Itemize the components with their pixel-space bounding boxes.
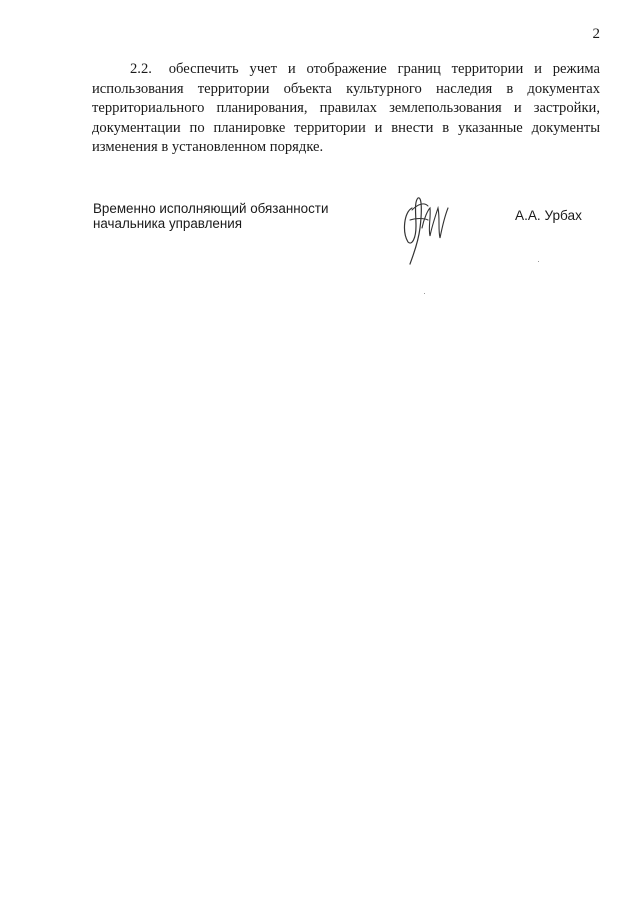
- handwritten-signature: [398, 188, 454, 266]
- clause-number: 2.2.: [130, 61, 152, 77]
- signatory-position: [93, 201, 328, 231]
- position-line-2: начальника управления: [93, 216, 242, 231]
- scan-speck: [424, 293, 425, 294]
- clause-text: обеспечить учет и отображение границ территории и режима использования территории объекта культурного наследия в документах территориального планирования, правилах землепользования и застройки, документации по планировке территории и внести в указанные документы изменения в установленном порядке.: [92, 61, 601, 155]
- page-number: 2: [592, 26, 600, 42]
- position-line-1: Временно исполняющий обязанности: [93, 201, 329, 216]
- signer-name: А.А. Урбах: [515, 208, 582, 223]
- scan-speck: [538, 261, 539, 262]
- clause-paragraph: [92, 60, 600, 158]
